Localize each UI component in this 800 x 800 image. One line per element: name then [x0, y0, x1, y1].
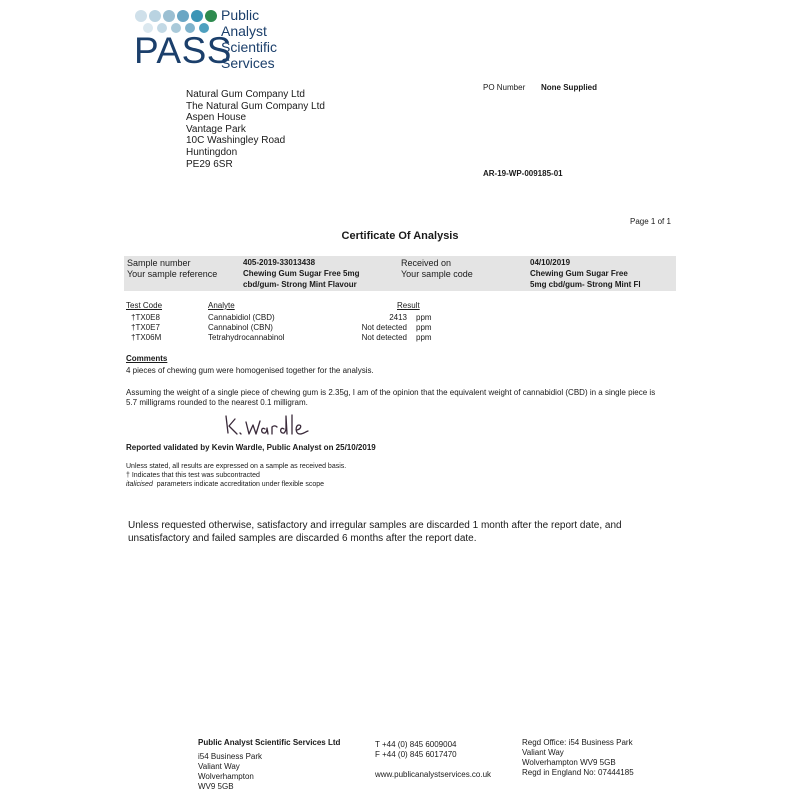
- logo-line: Analyst: [221, 23, 267, 39]
- footer-company-address: [198, 738, 340, 792]
- logo-company-name: [221, 7, 277, 71]
- footer-address-line: WV9 5GB: [198, 782, 234, 791]
- note-line: [126, 480, 346, 489]
- test-code-header: Test Code: [126, 301, 163, 310]
- sample-number-label: Sample number: [127, 258, 191, 268]
- table-row-test-code: †TX0E7: [131, 323, 160, 332]
- received-on-value: 04/10/2019: [530, 258, 571, 267]
- logo-line: Scientific: [221, 39, 278, 55]
- logo-dot: [177, 10, 189, 22]
- table-row-analyte: Cannabidiol (CBD): [208, 313, 275, 322]
- table-row-result: Not detected: [361, 323, 407, 332]
- result-header: Result: [397, 301, 420, 310]
- footer-regd-line: Regd in England No: 07444185: [522, 768, 634, 777]
- sample-code-label: Your sample code: [401, 269, 473, 279]
- note-line-text: parameters indicate accreditation under flexible scope: [152, 481, 325, 488]
- validation-statement: Reported validated by Kevin Wardle, Public Analyst on 25/10/2019: [126, 443, 376, 452]
- address-line: Huntingdon: [186, 146, 238, 158]
- address-line: The Natural Gum Company Ltd: [186, 100, 325, 112]
- footer-website[interactable]: www.publicanalystservices.co.uk: [375, 770, 492, 779]
- footer-contact: [375, 740, 491, 780]
- footer-registered-office: [522, 738, 634, 778]
- footer-regd-line: Valiant Way: [522, 748, 564, 757]
- footer-regd-line: Regd Office: i54 Business Park: [522, 738, 633, 747]
- table-row-analyte: Tetrahydrocannabinol: [208, 333, 285, 342]
- logo-dot: [163, 10, 175, 22]
- address-line: Vantage Park: [186, 123, 246, 135]
- logo-dot: [205, 10, 217, 22]
- note-line: † Indicates that this test was subcontracted: [126, 472, 260, 479]
- logo-line: Public: [221, 7, 260, 23]
- sample-code-value: Chewing Gum Sugar Free: [530, 269, 628, 278]
- signature-image: [222, 413, 312, 439]
- logo-wordmark: PASS: [134, 30, 232, 71]
- table-row-unit: ppm: [416, 333, 432, 342]
- sample-discard-notice: Unless requested otherwise, satisfactory and irregular samples are discarded 1 month after the report date, and unsatisfactory and failed samples are discarded 6 months after the report date.: [128, 520, 622, 544]
- comment-paragraph: Assuming the weight of a single piece of chewing gum is 2.35g, I am of the opinion that the equivalent weight of cannabidiol (CBD) in a single piece is 5.7 milligrams rounded to the nearest 0.1 milligram.: [126, 388, 656, 407]
- footer-phone: T +44 (0) 845 6009004: [375, 740, 457, 749]
- table-row-unit: ppm: [416, 323, 432, 332]
- comments-heading: Comments: [126, 354, 168, 363]
- table-row-result: 2413: [389, 313, 407, 322]
- comment-paragraph: 4 pieces of chewing gum were homogenised together for the analysis.: [126, 366, 374, 375]
- note-line: Unless stated, all results are expressed on a sample as received basis.: [126, 463, 347, 470]
- report-notes: [126, 462, 346, 489]
- address-line: Natural Gum Company Ltd: [186, 89, 305, 100]
- logo-dot: [149, 10, 161, 22]
- po-number-label: PO Number: [483, 83, 526, 92]
- address-line: Aspen House: [186, 112, 247, 124]
- logo-line: Services: [221, 55, 275, 71]
- logo-dot: [191, 10, 203, 22]
- address-line: 10C Washingley Road: [186, 135, 286, 147]
- sample-reference-label: Your sample reference: [127, 269, 218, 279]
- po-number-value: None Supplied: [541, 83, 597, 92]
- sample-code-value-line2: 5mg cbd/gum- Strong Mint Fl: [530, 280, 641, 289]
- sample-reference-value: Chewing Gum Sugar Free 5mg: [243, 269, 360, 278]
- certificate-title: Certificate Of Analysis: [341, 230, 459, 242]
- address-line: PE29 6SR: [186, 158, 233, 170]
- footer-address-line: Valiant Way: [198, 762, 240, 771]
- report-number: AR-19-WP-009185-01: [483, 169, 563, 178]
- received-on-label: Received on: [401, 258, 452, 268]
- sample-info-band: [124, 256, 676, 291]
- table-row-test-code: †TX0E8: [131, 313, 160, 322]
- analyte-header: Analyte: [208, 301, 235, 310]
- table-row-result: Not detected: [361, 333, 407, 342]
- table-row-test-code: †TX06M: [131, 333, 162, 342]
- recipient-address: [186, 89, 325, 170]
- sample-reference-value-line2: cbd/gum- Strong Mint Flavour: [243, 280, 357, 289]
- table-row-analyte: Cannabinol (CBN): [208, 323, 273, 332]
- page-indicator: Page 1 of 1: [630, 217, 671, 226]
- footer-company-name: Public Analyst Scientific Services Ltd: [198, 738, 341, 747]
- note-italic-word: italicised: [126, 481, 153, 488]
- footer-regd-line: Wolverhampton WV9 5GB: [522, 758, 616, 767]
- table-row-unit: ppm: [416, 313, 432, 322]
- footer-fax: F +44 (0) 845 6017470: [375, 750, 457, 759]
- sample-number-value: 405-2019-33013438: [243, 258, 316, 267]
- footer-address-line: i54 Business Park: [198, 752, 263, 761]
- footer-address-line: Wolverhampton: [198, 772, 254, 781]
- logo-dot: [135, 10, 147, 22]
